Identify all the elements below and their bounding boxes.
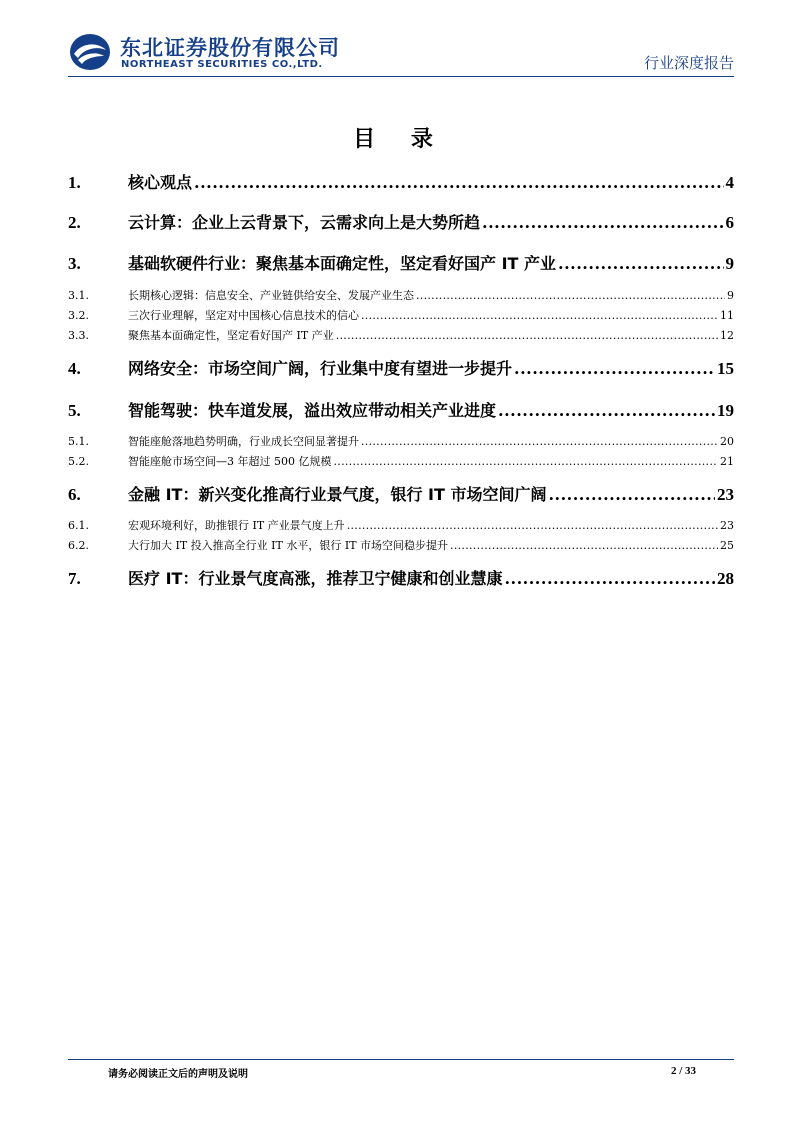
toc-entry-page: 19 <box>717 401 734 420</box>
toc-entry[interactable] <box>68 566 734 589</box>
toc-entry-number: 3. <box>68 254 81 273</box>
toc-leader-dots <box>361 309 718 322</box>
toc-entry-page: 20 <box>720 435 734 448</box>
toc-subentry[interactable] <box>68 537 734 553</box>
disclaimer-note: 请务必阅读正文后的声明及说明 <box>108 1069 248 1080</box>
toc-subentry[interactable] <box>68 433 734 449</box>
toc-leader-dots <box>450 539 718 552</box>
toc-entry-page: 23 <box>720 519 734 532</box>
toc-entry-title: 核心观点 <box>128 173 193 192</box>
toc-entry[interactable] <box>68 356 734 379</box>
toc-entry-title: 大行加大 IT 投入推高全行业 IT 水平，银行 IT 市场空间稳步提升 <box>128 539 449 552</box>
toc-entry-number: 7. <box>68 569 81 588</box>
toc-subentry[interactable] <box>68 453 734 469</box>
toc-subentry[interactable] <box>68 307 734 323</box>
toc-entry-page: 9 <box>727 289 734 302</box>
toc-entry[interactable] <box>68 170 734 193</box>
header-divider <box>68 76 734 77</box>
toc-entry-number: 3.1. <box>68 289 89 302</box>
toc-leader-dots <box>548 485 715 504</box>
toc-entry-page: 25 <box>720 539 734 552</box>
toc-subentry[interactable] <box>68 287 734 303</box>
toc-entry-title: 金融 IT：新兴变化推高行业景气度，银行 IT 市场空间广阔 <box>128 485 547 504</box>
toc-leader-dots <box>333 455 718 468</box>
toc-entry-title: 医疗 IT：行业景气度高涨，推荐卫宁健康和创业慧康 <box>128 569 503 588</box>
toc-entry-page: 12 <box>720 329 734 342</box>
company-logo-icon <box>68 32 112 72</box>
toc-leader-dots <box>514 359 715 378</box>
footer-divider <box>68 1059 734 1060</box>
toc-entry-number: 6.1. <box>68 519 89 532</box>
report-type-label: 行业深度报告 <box>643 54 734 72</box>
toc-entry-title: 宏观环境利好，助推银行 IT 产业景气度上升 <box>128 519 345 532</box>
toc-entry-page: 4 <box>725 173 734 192</box>
toc-entry[interactable] <box>68 251 734 274</box>
toc-leader-dots <box>361 435 718 448</box>
toc-entry-title: 智能座舱市场空间—3 年超过 500 亿规模 <box>128 455 332 468</box>
toc-leader-dots <box>336 329 718 342</box>
toc-entry-title: 三次行业理解，坚定对中国核心信息技术的信心 <box>128 309 359 322</box>
toc-entry-title: 云计算：企业上云背景下，云需求向上是大势所趋 <box>128 213 481 232</box>
toc-entry[interactable] <box>68 398 734 421</box>
company-name-cn: 东北证券股份有限公司 <box>120 36 340 60</box>
toc-entry-title: 网络安全：市场空间广阔，行业集中度有望进一步提升 <box>128 359 513 378</box>
page-header <box>68 30 734 74</box>
toc-entry-number: 6. <box>68 485 81 504</box>
toc-entry-title: 长期核心逻辑：信息安全、产业链供给安全、发展产业生态 <box>128 289 414 302</box>
toc-entry-title: 智能驾驶：快车道发展，溢出效应带动相关产业进度 <box>128 401 497 420</box>
toc-leader-dots <box>416 289 725 302</box>
toc-leader-dots <box>504 569 715 588</box>
toc-leader-dots <box>498 401 715 420</box>
toc-entry-number: 2. <box>68 213 81 232</box>
toc-leader-dots <box>194 173 723 192</box>
toc-entry-number: 3.3. <box>68 329 89 342</box>
toc-entry-page: 9 <box>725 254 734 273</box>
toc-subentry[interactable] <box>68 327 734 343</box>
toc-entry-page: 23 <box>717 485 734 504</box>
toc-entry[interactable] <box>68 482 734 505</box>
toc-entry-page: 6 <box>725 213 734 232</box>
toc-entry-title: 聚焦基本面确定性，坚定看好国产 IT 产业 <box>128 329 334 342</box>
toc-entry-number: 5.2. <box>68 455 89 468</box>
toc-entry-number: 4. <box>68 359 81 378</box>
page-number: 2 / 33 <box>670 1065 696 1077</box>
toc-entry-number: 1. <box>68 173 81 192</box>
toc-entry-title: 基础软硬件行业：聚焦基本面确定性，坚定看好国产 IT 产业 <box>128 254 557 273</box>
toc-leader-dots <box>558 254 723 273</box>
toc-entry-page: 15 <box>717 359 734 378</box>
toc-entry-page: 11 <box>720 309 734 322</box>
toc-leader-dots <box>347 519 718 532</box>
toc-title: 目 录 <box>353 127 447 152</box>
company-name-en: NORTHEAST SECURITIES CO.,LTD. <box>121 59 323 70</box>
toc-entry-number: 5. <box>68 401 81 420</box>
toc-entry-page: 28 <box>717 569 734 588</box>
toc-entry-page: 21 <box>720 455 734 468</box>
toc-entry-number: 3.2. <box>68 309 89 322</box>
toc-entry-number: 5.1. <box>68 435 89 448</box>
toc-entry-number: 6.2. <box>68 539 89 552</box>
toc-leader-dots <box>482 213 723 232</box>
toc-subentry[interactable] <box>68 517 734 533</box>
toc-entry[interactable] <box>68 210 734 233</box>
toc-entry-title: 智能座舱落地趋势明确，行业成长空间显著提升 <box>128 435 359 448</box>
